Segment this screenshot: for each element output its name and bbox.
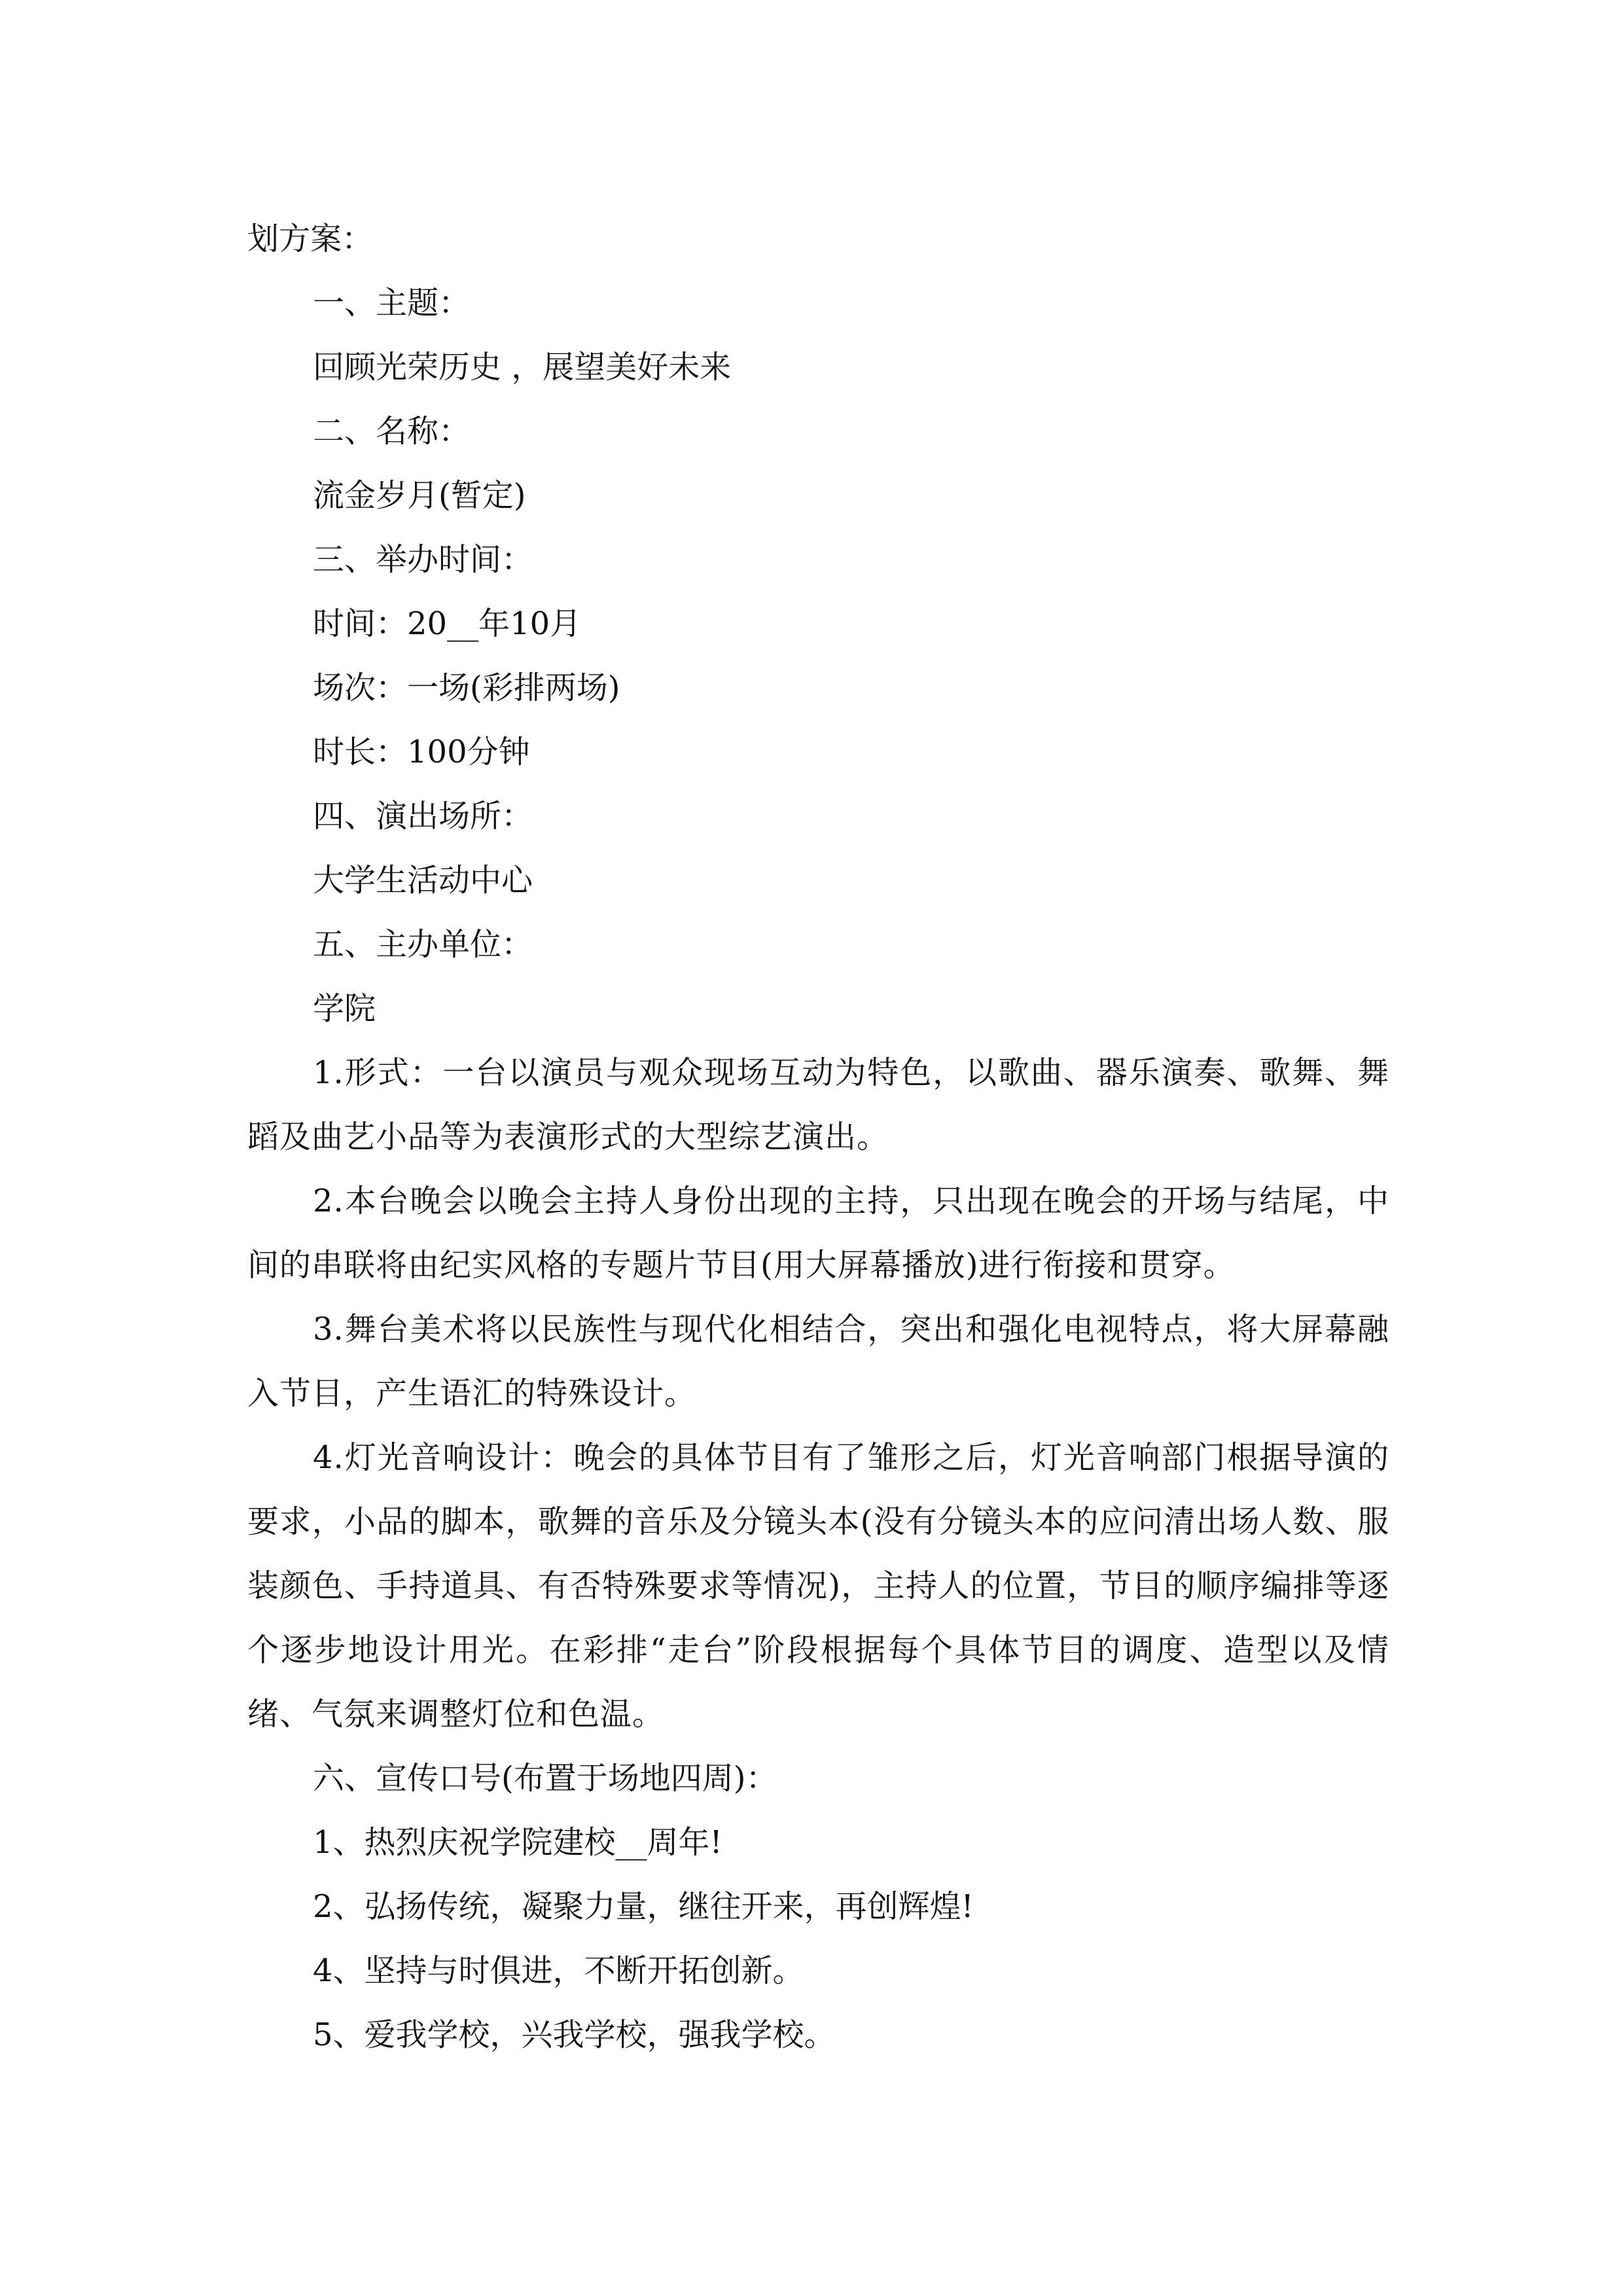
document-body <box>247 207 1389 2067</box>
section-heading-name: 二、名称： <box>313 413 471 450</box>
section-heading-theme: 一、主题： <box>313 285 471 321</box>
section-heading-organizer: 五、主办单位： <box>313 926 533 963</box>
point-paragraph: 3.舞台美术将以民族性与现代化相结合，突出和强化电视特点，将大屏幕融入节目，产生语汇的特殊设计。 <box>247 1311 1389 1412</box>
section-line: 时间：20__年10月 <box>313 605 582 642</box>
section-line: 时长：100分钟 <box>313 734 530 770</box>
point-paragraph: 1.形式：一台以演员与观众现场互动为特色，以歌曲、器乐演奏、歌舞、舞蹈及曲艺小品等为表演形式的大型综艺演出。 <box>247 1054 1389 1155</box>
section-line: 场次：一场(彩排两场) <box>313 670 620 706</box>
section-heading-time: 三、举办时间： <box>313 541 533 578</box>
section-line: 回顾光荣历史 ，展望美好未来 <box>313 349 732 386</box>
point-paragraph: 4.灯光音响设计：晚会的具体节目有了雏形之后，灯光音响部门根据导演的要求，小品的脚本，歌舞的音乐及分镜头本(没有分镜头本的应问清出场人数、服装颜色、手持道具、有否特殊要求等情况)，主持人的位置，节目的顺序编排等逐个逐步地设计用光。在彩排“走台”阶段根据每个具体节目的调度、造型以及情绪、气氛来调整灯位和色温。 <box>247 1439 1389 1732</box>
slogan-item: 4、坚持与时俱进，不断开拓创新。 <box>313 1952 804 1989</box>
section-line: 流金岁月(暂定) <box>313 477 526 514</box>
section-line: 大学生活动中心 <box>313 862 533 899</box>
slogan-item: 1、热烈庆祝学院建校__周年! <box>313 1824 722 1861</box>
slogan-item: 2、弘扬传统，凝聚力量，继往开来，再创辉煌! <box>313 1888 974 1925</box>
continuation-text: 划方案： <box>247 221 374 257</box>
section-line: 学院 <box>313 990 376 1027</box>
slogan-item: 5、爱我学校，兴我学校，强我学校。 <box>313 2017 836 2053</box>
section-heading-venue: 四、演出场所： <box>313 798 533 834</box>
section-heading-slogans: 六、宣传口号(布置于场地四周)： <box>313 1760 777 1797</box>
point-paragraph: 2.本台晚会以晚会主持人身份出现的主持，只出现在晚会的开场与结尾，中间的串联将由纪实风格的专题片节目(用大屏幕播放)进行衔接和贯穿。 <box>247 1183 1389 1283</box>
